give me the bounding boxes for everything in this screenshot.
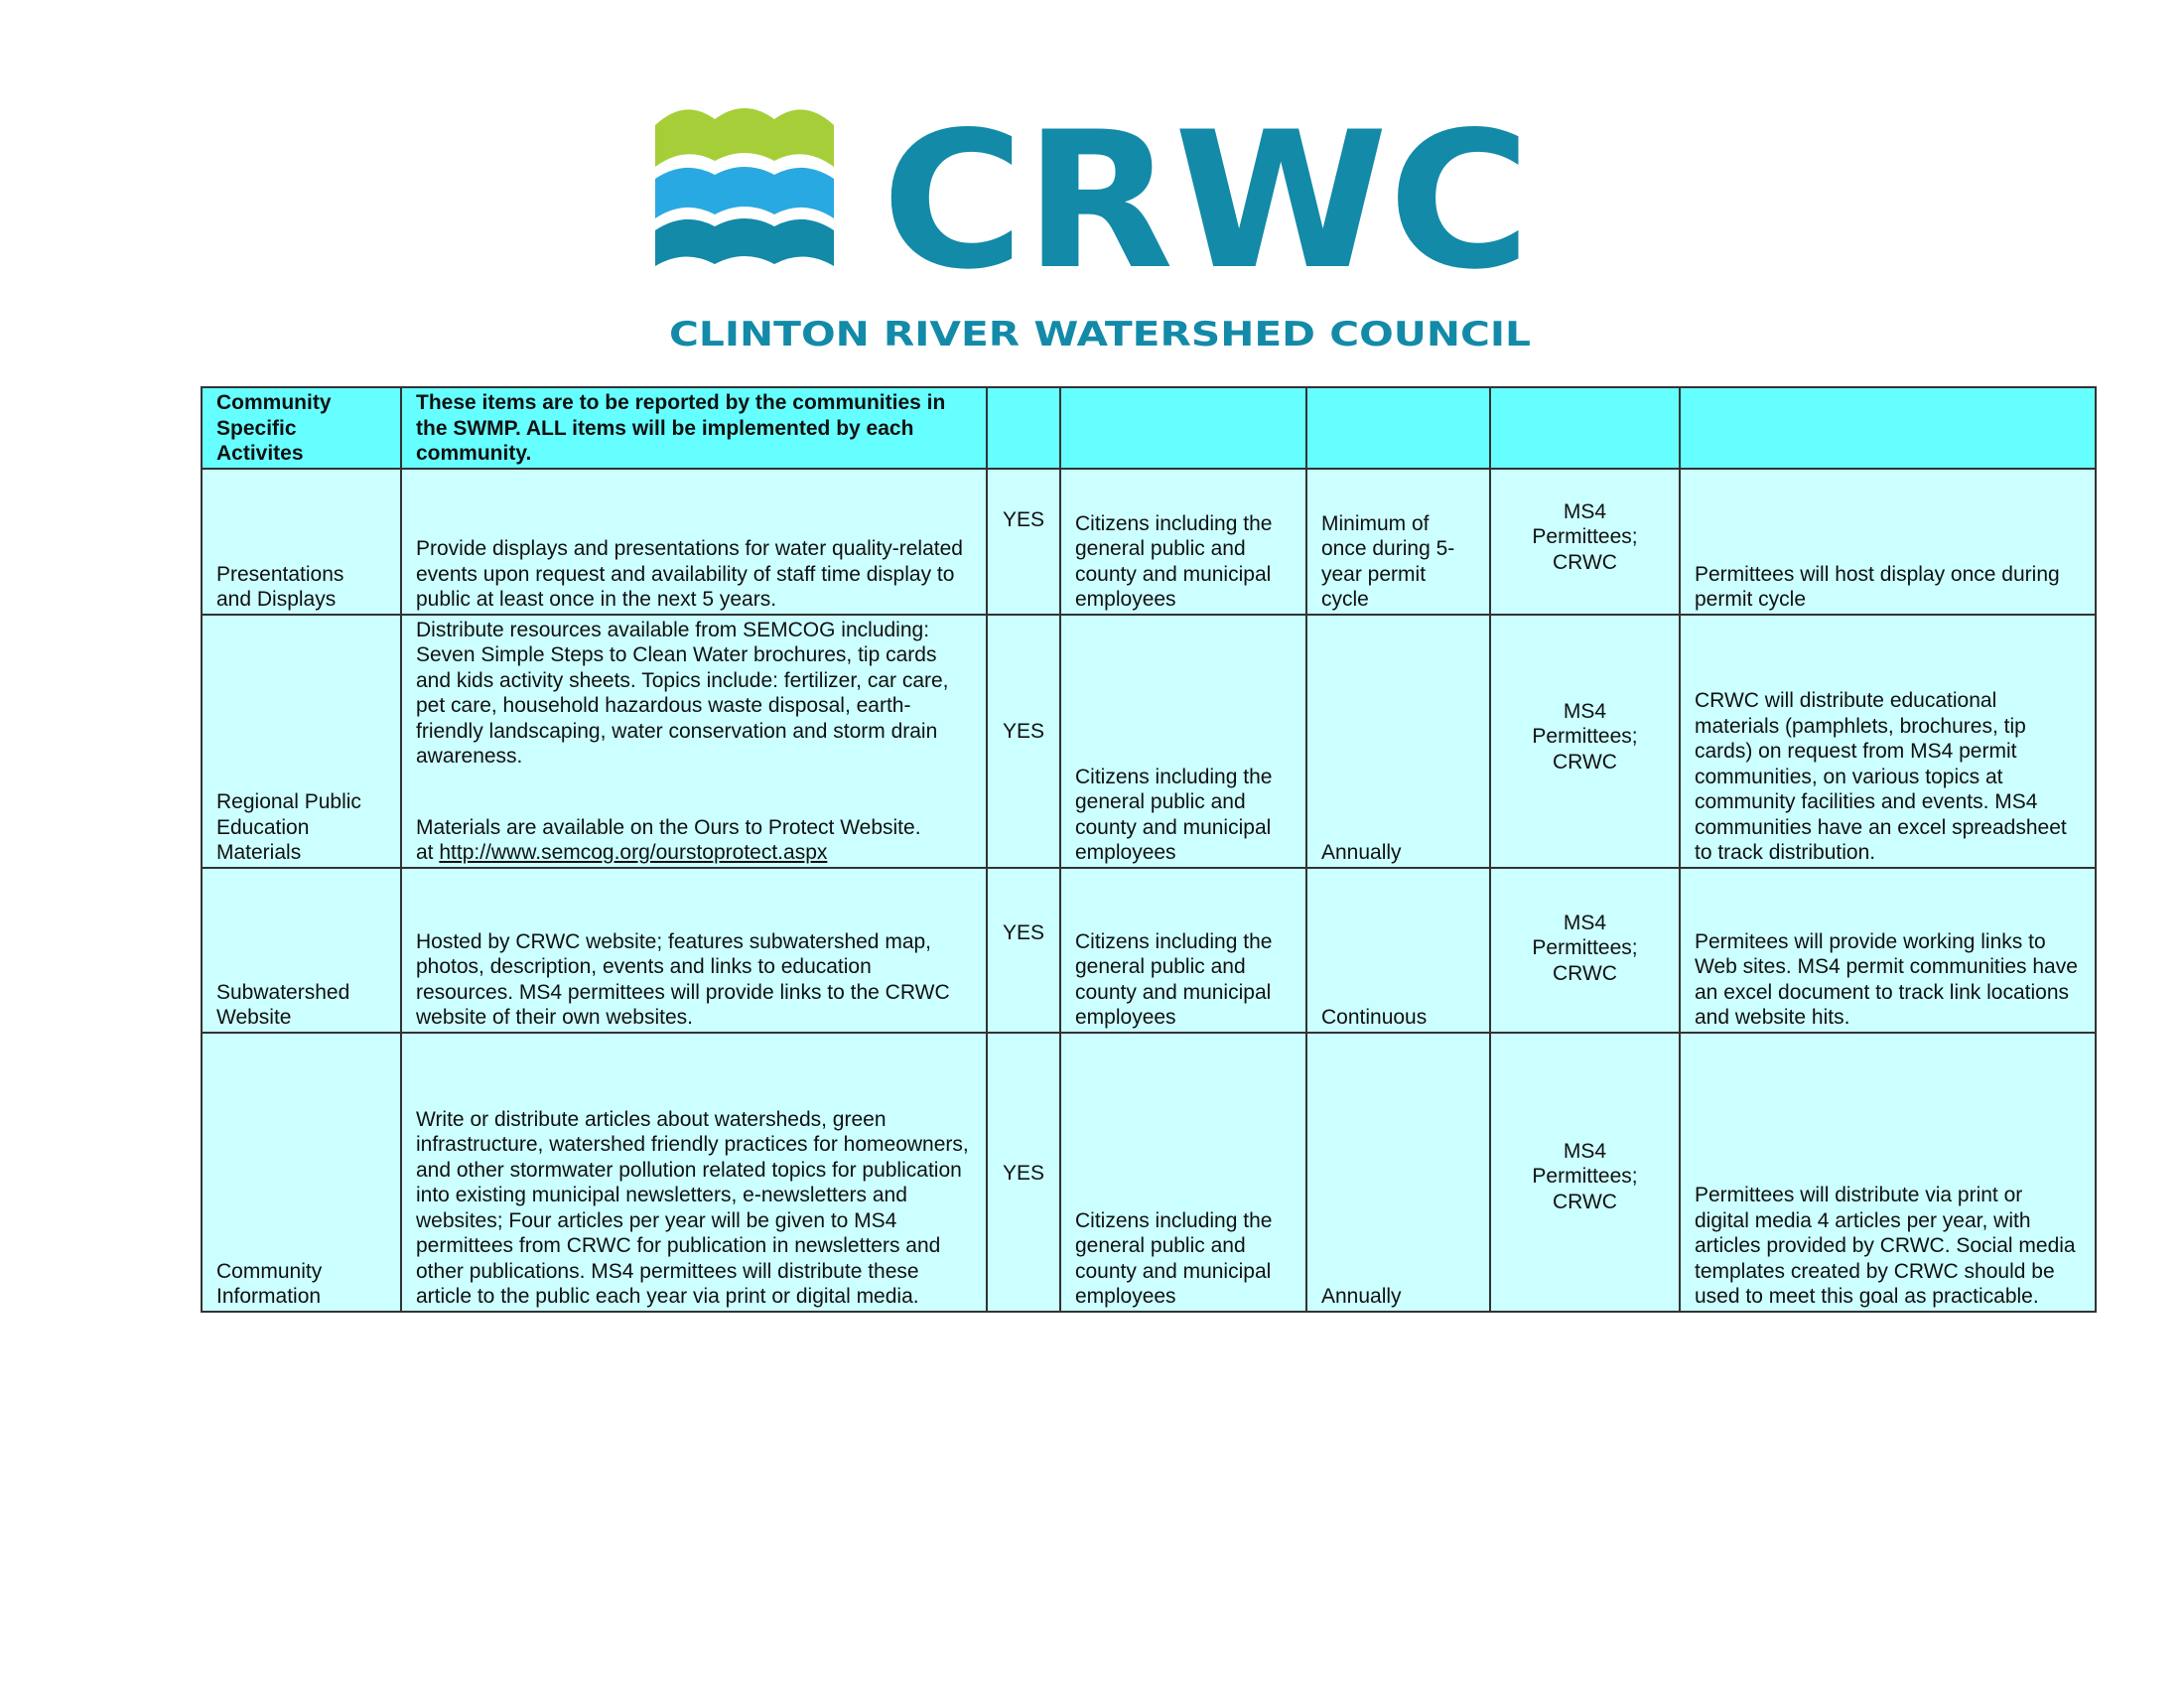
green-wave bbox=[655, 108, 834, 167]
header-description: These items are to be reported by the communities in the SWMP. ALL items will be implemented by each community. bbox=[401, 387, 987, 469]
row-frequency: Continuous bbox=[1306, 868, 1490, 1033]
row-audience: Citizens including the general public and county and municipal employees bbox=[1060, 1033, 1306, 1312]
row-frequency: Annually bbox=[1306, 615, 1490, 868]
teal-wave bbox=[655, 218, 834, 266]
row-frequency: Minimum of once during 5-year permit cycle bbox=[1306, 469, 1490, 615]
table-header-row bbox=[202, 387, 2096, 469]
header-empty-implemented bbox=[987, 387, 1060, 469]
row-audience: Citizens including the general public and county and municipal employees bbox=[1060, 469, 1306, 615]
table-row bbox=[202, 1033, 2096, 1312]
row-implemented: YES bbox=[987, 1033, 1060, 1312]
row-description: Distribute resources available from SEMCOG including: Seven Simple Steps to Clean Water brochures, tip cards and kids activity sheets. Topics include: fertilizer, car care, pet care, household hazardous waste disposal, earth-friendly landscaping, water conservation and storm drain awareness. Materials are available on the Ours to Protect Website. at http://www.semcog.org/ourstoprotect.aspx bbox=[401, 615, 987, 868]
row-audience: Citizens including the general public and county and municipal employees bbox=[1060, 868, 1306, 1033]
row-responsible: MS4 Permittees; CRWC bbox=[1490, 868, 1680, 1033]
row-category: Subwatershed Website bbox=[202, 868, 401, 1033]
table-row bbox=[202, 868, 2096, 1033]
row-measure: Permittees will distribute via print or digital media 4 articles per year, with articles provided by CRWC. Social media templates created by CRWC should be used to meet this goal as practicable. bbox=[1680, 1033, 2096, 1312]
table-row bbox=[202, 469, 2096, 615]
row-description: Provide displays and presentations for water quality-related events upon request and availability of staff time display to public at least once in the next 5 years. bbox=[401, 469, 987, 615]
row-implemented: YES bbox=[987, 469, 1060, 615]
water-waves-icon bbox=[655, 97, 1549, 355]
header-empty-responsible bbox=[1490, 387, 1680, 469]
ourstoprotect-link[interactable]: http://www.semcog.org/ourstoprotect.aspx bbox=[439, 841, 828, 864]
blue-wave bbox=[655, 167, 834, 218]
row-frequency: Annually bbox=[1306, 1033, 1490, 1312]
logo-wordmark: CRWC bbox=[882, 97, 1531, 311]
row-description: Write or distribute articles about watersheds, green infrastructure, watershed friendly practices for homeowners, and other stormwater pollution related topics for publication into existing municipal newsletters, e-newsletters and websites; Four articles per year will be given to MS4 permittees from CRWC for publication in newsletters and other publications. MS4 permittees will distribute these article to the public each year via print or digital media. bbox=[401, 1033, 987, 1312]
row-measure: CRWC will distribute educational materials (pamphlets, brochures, tip cards) on request from MS4 permit communities, on various topics at community facilities and events. MS4 communities have an excel spreadsheet to track distribution. bbox=[1680, 615, 2096, 868]
row-measure: Permittees will host display once during permit cycle bbox=[1680, 469, 2096, 615]
activities-table bbox=[201, 386, 2097, 1313]
row-responsible: MS4 Permittees; CRWC bbox=[1490, 469, 1680, 615]
header-empty-measure bbox=[1680, 387, 2096, 469]
header-empty-frequency bbox=[1306, 387, 1490, 469]
header-category: Community Specific Activites bbox=[202, 387, 401, 469]
row-category: Regional Public Education Materials bbox=[202, 615, 401, 868]
row-description: Hosted by CRWC website; features subwatershed map, photos, description, events and links to education resources. MS4 permittees will provide links to the CRWC website of their own websites. bbox=[401, 868, 987, 1033]
header-empty-audience bbox=[1060, 387, 1306, 469]
row-measure: Permitees will provide working links to Web sites. MS4 permit communities have an excel document to track link locations and website hits. bbox=[1680, 868, 2096, 1033]
row-audience: Citizens including the general public and county and municipal employees bbox=[1060, 615, 1306, 868]
logo-tagline: CLINTON RIVER WATERSHED COUNCIL bbox=[669, 315, 1531, 354]
row-implemented: YES bbox=[987, 615, 1060, 868]
crwc-logo bbox=[655, 97, 1549, 355]
table-row bbox=[202, 615, 2096, 868]
row-implemented: YES bbox=[987, 868, 1060, 1033]
row-responsible: MS4 Permittees; CRWC bbox=[1490, 1033, 1680, 1312]
row-responsible: MS4 Permittees; CRWC bbox=[1490, 615, 1680, 868]
row-category: Community Information bbox=[202, 1033, 401, 1312]
row-category: Presentations and Displays bbox=[202, 469, 401, 615]
